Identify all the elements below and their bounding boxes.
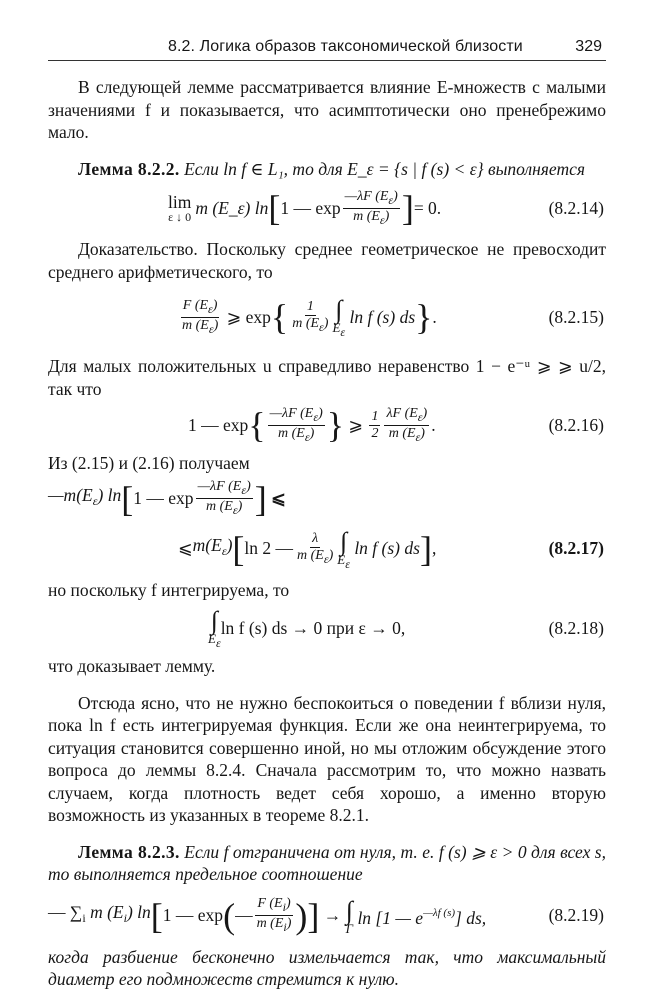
paragraph-discussion: Отсюда ясно, что не нужно беспокоиться о поведении f вблизи нуля, пока ln f есть интегрируемая функция. Если же она неинтегрируема, то ситуация становится совершенно иной, но мы отложим обсуждение этого вопроса до леммы 8.2.4. Сначала рассмотрим то, что можно назвать случаем, когда плотность ведет себя хорошо, а именно вторую возможность из указанных в теореме 8.2.1. xyxy=(48,692,606,825)
bracket-left: [ xyxy=(121,478,134,519)
integrand: ln f (s) ds xyxy=(345,306,416,327)
one-minus-exp: 1 — exp xyxy=(188,414,249,435)
eq-rhs: = 0. xyxy=(413,197,442,218)
bracket-right: ] xyxy=(419,528,432,569)
brace-left: { xyxy=(270,297,289,337)
lemma-statement: Если f отграничена от нуля, т. е. f (s) ⩾ ε > 0 для всех s, то выполняется предельное соотношение xyxy=(48,841,606,884)
equation-8-2-14 xyxy=(48,186,606,230)
one-minus-exp: 1 — exp xyxy=(162,905,224,926)
fraction-half: $\frac{1}{2}$ xyxy=(371,408,379,441)
eq-lhs: m (E_ε) ln xyxy=(195,197,269,218)
bracket-right: ] xyxy=(401,188,414,228)
page-number: 329 xyxy=(575,38,602,55)
integral: ∫ Γ xyxy=(345,895,354,936)
fraction-lambda: $\frac{\lambda F (E\varepsilon)}{m (E\varepsilon)}$ xyxy=(386,405,428,444)
integrand: ln [1 — $e^{—\lambda f (s)}$] ds, xyxy=(353,906,487,928)
integral: ∫ Eε xyxy=(208,606,221,650)
equation-tag: (8.2.18) xyxy=(548,617,604,638)
fraction-one-over-m: $\frac{1}{m (E\varepsilon)}$ xyxy=(292,299,329,334)
fraction: $\frac{—\lambda F (E\varepsilon)}{m (E\varepsilon)}$ xyxy=(269,405,323,444)
equation-tag: (8.2.17) xyxy=(548,538,604,559)
lim-text: lim xyxy=(168,192,192,212)
fraction: $\frac{—\lambda F (E\varepsilon)}{m (E\varepsilon)}$ xyxy=(197,479,251,517)
book-page xyxy=(48,36,606,991)
bracket-left: [ xyxy=(268,188,281,228)
eq-lhs: $—m(E_\varepsilon)$ ln xyxy=(48,485,122,509)
equation-8-2-18 xyxy=(48,605,606,651)
fraction: $\frac{—\lambda F (E\varepsilon)}{m (E\varepsilon)}$ xyxy=(344,188,398,227)
fraction-left: $\frac{F (E\varepsilon)}{m (E\varepsilon)}$ xyxy=(182,297,219,336)
lemma-8-2-2 xyxy=(48,158,606,181)
bracket-right: ] xyxy=(254,478,267,519)
running-header xyxy=(48,36,606,61)
integrand: ln f (s) ds xyxy=(349,538,420,559)
equation-8-2-17-line1 xyxy=(48,477,606,521)
equation-tag: (8.2.15) xyxy=(548,306,604,327)
closing-paragraph: когда разбиение бесконечно измельчается так, что максимальный диаметр его подмножеств стремится к нулю. xyxy=(48,946,606,989)
but-text: но поскольку f интегрируема, то xyxy=(48,579,290,600)
m-e-i: m $(E_i)$ ln xyxy=(85,902,151,926)
equation-tag: (8.2.19) xyxy=(548,905,604,926)
section-title: 8.2. Логика образов таксономической близости xyxy=(168,38,523,55)
equation-tag: (8.2.14) xyxy=(548,197,604,218)
equation-8-2-19: — $\sum_i$ m $(E_i)$ ln [ 1 — exp ( — $\frac{F (Ei)}{m (Ei)}$ ) ] → ∫ Γ ln [1 — $e^{—\lambda f (s)}$] ds, (8.2.19) xyxy=(48,895,604,936)
lemma-label: Лемма 8.2.2. xyxy=(78,158,180,179)
from-text: Из (2.15) и (2.16) получаем xyxy=(48,453,250,473)
paragraph-small-u: Для малых положительных u справедливо неравенство 1 − e⁻ᵘ ⩾ ⩾ u/2, так что xyxy=(48,356,606,399)
fraction: $\frac{\lambda}{m (E\varepsilon)}$ xyxy=(297,530,334,566)
equation-tag: (8.2.16) xyxy=(548,414,604,435)
eq-body: ln f (s) ds → 0 при ε → 0, xyxy=(220,617,406,638)
brace-right: } xyxy=(326,405,345,445)
qed-text: что доказывает лемму. xyxy=(48,656,216,676)
lim-subscript: ε ↓ 0 xyxy=(168,210,192,224)
m-e: $m(E_\varepsilon)$ xyxy=(192,535,233,559)
leq-sign: ⩽ xyxy=(178,538,193,559)
brace-left: { xyxy=(248,405,266,445)
limit-operator xyxy=(168,193,191,223)
lemma-statement: Если ln f ∈ L₁, то для E_ε = {s | f (s) < ε} выполняется xyxy=(184,158,586,179)
equation-8-2-17-line2: ⩽ $m(E_\varepsilon)$ [ ln 2 — $\frac{\lambda}{m (E\varepsilon)}$ ∫ Eε ln f (s) ds ] , (8.2.17) xyxy=(178,526,604,571)
integral: ∫ Eε xyxy=(332,295,346,339)
ln2: ln 2 — xyxy=(244,538,294,559)
one-minus-exp: 1 — exp xyxy=(280,197,341,218)
geq-exp: ⩾ exp xyxy=(222,306,271,327)
fraction: $\frac{F (Ei)}{m (Ei)}$ xyxy=(256,896,292,934)
bracket-left: [ xyxy=(232,528,245,569)
paragraph-intro: В следующей лемме рассматривается влияние E-множеств с малыми значениями f и показывается, что асимптотически оно пренебрежимо мало. xyxy=(48,77,606,142)
paren-right: ) xyxy=(295,895,308,936)
bracket-left: [ xyxy=(150,895,163,936)
lemma-label: Лемма 8.2.3. xyxy=(78,841,180,862)
paren-left: ( xyxy=(223,895,236,936)
brace-right: } xyxy=(415,297,433,337)
leq-sign: ⩽ xyxy=(266,488,286,509)
lemma-8-2-3 xyxy=(48,841,606,886)
equation-8-2-16: 1 — exp { $\frac{—\lambda F (E\varepsilon)}{m (E\varepsilon)}$ } ⩾ $\frac{1}{2}$ $\frac{\lambda F (E\varepsilon)}{m (E\varepsilon)}$ . (8.2.16) xyxy=(188,405,604,445)
sum-operator: — $\sum_i$ xyxy=(48,902,86,926)
bracket-right: ] xyxy=(307,895,320,936)
one-minus-exp: 1 — exp xyxy=(133,488,194,509)
equation-8-2-15: $\frac{F (E\varepsilon)}{m (E\varepsilon)}$ ⩾ exp { $\frac{1}{m (E\varepsilon)}$ ∫ Eε ln f (s) ds } . (8.2.15) xyxy=(182,295,604,339)
integral: ∫ Eε xyxy=(337,526,350,571)
proof-paragraph: Доказательство. Поскольку среднее геометрическое не превосходит среднего арифметического, то xyxy=(48,239,606,282)
